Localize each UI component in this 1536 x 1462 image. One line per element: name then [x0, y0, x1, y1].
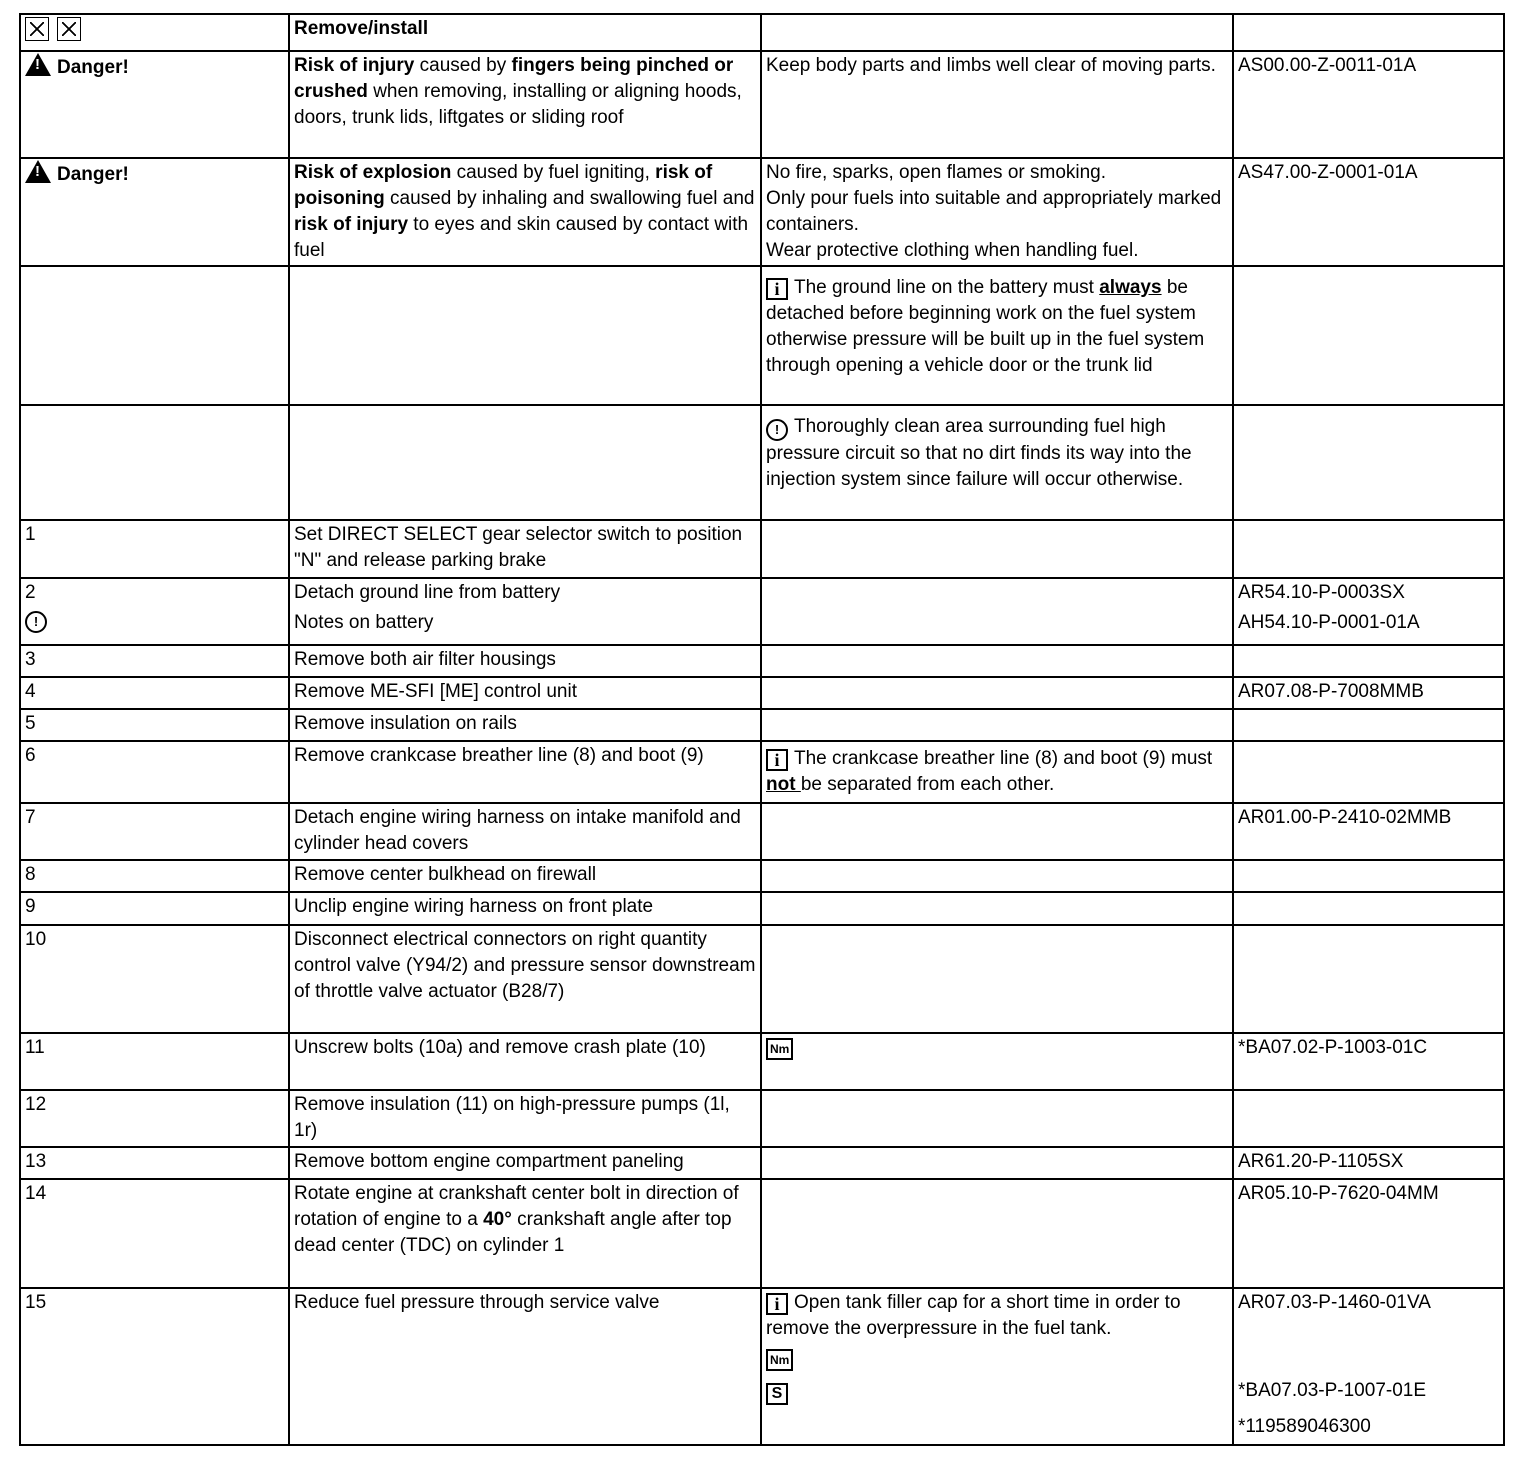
warning-triangle-icon [25, 160, 51, 183]
torque-icon[interactable]: Nm [766, 1349, 793, 1371]
procedure-table [19, 13, 1505, 1446]
danger-note: Keep body parts and limbs well clear of moving parts. [761, 51, 1233, 158]
info-row [20, 266, 1504, 405]
step-row [20, 860, 1504, 892]
step-text: Reduce fuel pressure through service valve [289, 1288, 761, 1445]
step-text: Disconnect electrical connectors on right quantity control valve (Y94/2) and pressure sensor downstream of throttle valve actuator (B28/7) [289, 925, 761, 1033]
expand-icon[interactable] [25, 17, 49, 41]
note: ! Thoroughly clean area surrounding fuel high pressure circuit so that no dirt finds its way into the injection system since failure will occur otherwise. [761, 405, 1233, 520]
step-number: 11 [20, 1033, 289, 1090]
step-text: Unclip engine wiring harness on front plate [289, 892, 761, 925]
danger-label: Danger! [57, 57, 129, 78]
step-number: 5 [20, 709, 289, 741]
step-text: Remove insulation on rails [289, 709, 761, 741]
step-number: 10 [20, 925, 289, 1033]
torque-icon[interactable]: Nm [766, 1038, 793, 1060]
step-row [20, 1090, 1504, 1147]
page-title: Remove/install [289, 14, 761, 51]
step-text: Remove center bulkhead on firewall [289, 860, 761, 892]
info-icon: i [766, 749, 788, 771]
reference-link[interactable]: AS00.00-Z-0011-01A [1233, 51, 1504, 158]
step-number: 2 [25, 582, 36, 603]
step-row [20, 741, 1504, 803]
step-number: 4 [20, 677, 289, 709]
step-row [20, 1147, 1504, 1179]
step-row [20, 1179, 1504, 1288]
reference-link[interactable]: *BA07.03-P-1007-01E [1238, 1380, 1427, 1401]
reference-link[interactable]: AR54.10-P-0003SX [1238, 582, 1405, 603]
step-text: Set DIRECT SELECT gear selector switch to position "N" and release parking brake [289, 520, 761, 578]
step-row [20, 892, 1504, 925]
info-note: i Open tank filler cap for a short time in order to remove the overpressure in the fuel tank. [766, 1292, 1181, 1339]
step-number: 7 [20, 803, 289, 860]
step-row [20, 645, 1504, 677]
step-row [20, 677, 1504, 709]
step-row [20, 803, 1504, 860]
step-text: Remove both air filter housings [289, 645, 761, 677]
step-number: 1 [20, 520, 289, 578]
step-number: 8 [20, 860, 289, 892]
step-number: 13 [20, 1147, 289, 1179]
step-row [20, 578, 1504, 645]
step-number: 15 [20, 1288, 289, 1445]
step-text: Remove bottom engine compartment paneling [289, 1147, 761, 1179]
reference-link[interactable]: AR07.03-P-1460-01VA [1238, 1292, 1431, 1313]
step-number: 12 [20, 1090, 289, 1147]
step-row [20, 1288, 1504, 1445]
step-text: Remove insulation (11) on high-pressure pumps (1l, 1r) [289, 1090, 761, 1147]
step-row [20, 709, 1504, 741]
danger-row [20, 158, 1504, 266]
reference-link[interactable]: AR01.00-P-2410-02MMB [1233, 803, 1504, 860]
warning-triangle-icon [25, 53, 51, 76]
step-number: 6 [20, 741, 289, 803]
notes-link[interactable]: Notes on battery [294, 612, 434, 633]
danger-text: Risk of injury caused by fingers being pinched or crushed when removing, installing or aligning hoods, doors, trunk lids, liftgates or sliding roof [289, 51, 761, 158]
step-row [20, 1033, 1504, 1090]
reference-link[interactable]: AH54.10-P-0001-01A [1238, 612, 1420, 633]
step-number: 3 [20, 645, 289, 677]
step-text: Rotate engine at crankshaft center bolt in direction of rotation of engine to a 40° crankshaft angle after top dead center (TDC) on cylinder 1 [289, 1179, 761, 1288]
reference-link[interactable]: AR07.08-P-7008MMB [1233, 677, 1504, 709]
step-text: Detach engine wiring harness on intake manifold and cylinder head covers [289, 803, 761, 860]
step-text: Remove ME-SFI [ME] control unit [289, 677, 761, 709]
reference-link[interactable]: AR61.20-P-1105SX [1233, 1147, 1504, 1179]
info-icon: i [766, 1293, 788, 1315]
step-row [20, 520, 1504, 578]
step-text: Remove crankcase breather line (8) and boot (9) [289, 741, 761, 803]
reference-link[interactable]: AR05.10-P-7620-04MM [1233, 1179, 1504, 1288]
info-icon: i [766, 278, 788, 300]
reference-link[interactable]: *119589046300 [1238, 1416, 1371, 1437]
collapse-icon[interactable] [57, 17, 81, 41]
danger-row [20, 51, 1504, 158]
danger-note: No fire, sparks, open flames or smoking. Only pour fuels into suitable and appropriately marked containers. Wear protective clothing when handling fuel. [761, 158, 1233, 266]
header-icons-cell [20, 14, 289, 51]
special-tool-icon[interactable]: S [766, 1383, 788, 1405]
note-icon: ! [25, 611, 47, 633]
info-note: i The crankcase breather line (8) and boot (9) must not be separated from each other. [761, 741, 1233, 803]
step-row [20, 925, 1504, 1033]
step-number: 9 [20, 892, 289, 925]
danger-label: Danger! [57, 164, 129, 185]
info-row [20, 405, 1504, 520]
step-text: Detach ground line from battery [294, 582, 561, 603]
danger-text: Risk of explosion caused by fuel igniting, risk of poisoning caused by inhaling and swallowing fuel and risk of injury to eyes and skin caused by contact with fuel [289, 158, 761, 266]
step-number: 14 [20, 1179, 289, 1288]
step-text: Unscrew bolts (10a) and remove crash plate (10) [289, 1033, 761, 1090]
header-row [20, 14, 1504, 51]
note-icon: ! [766, 419, 788, 441]
info-note: i The ground line on the battery must always be detached before beginning work on the fuel system otherwise pressure will be built up in the fuel system through opening a vehicle door or the trunk lid [761, 266, 1233, 405]
reference-link[interactable]: AS47.00-Z-0001-01A [1233, 158, 1504, 266]
reference-link[interactable]: *BA07.02-P-1003-01C [1233, 1033, 1504, 1090]
